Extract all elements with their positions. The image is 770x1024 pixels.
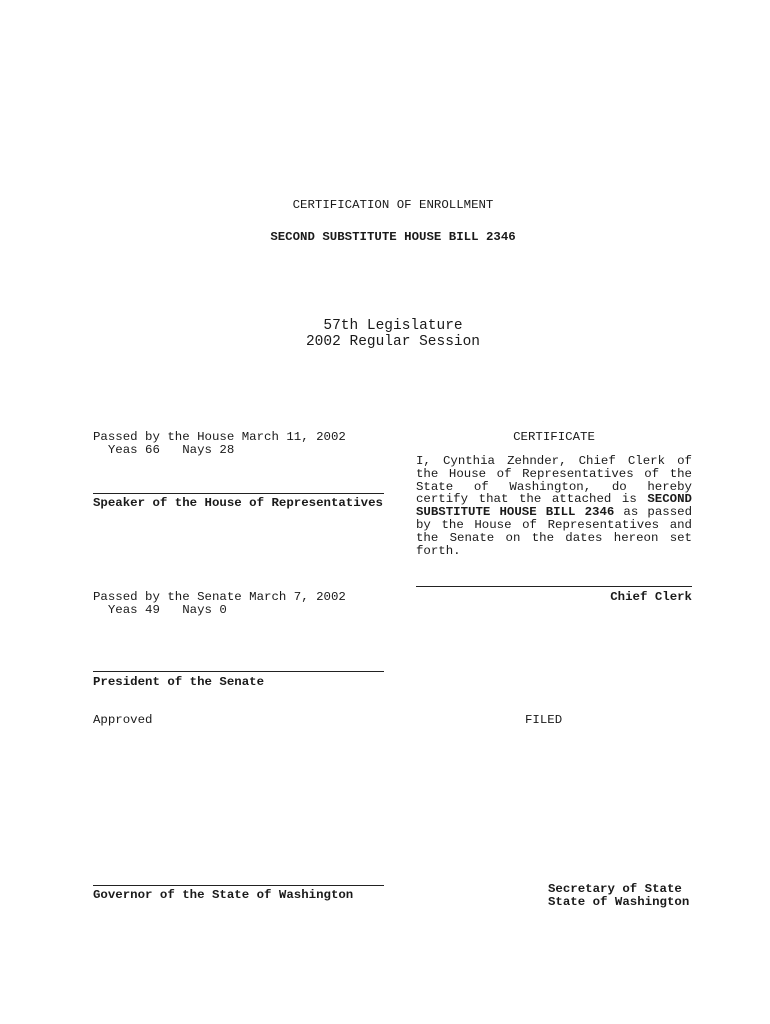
senate-votes: Yeas 49 Nays 0: [93, 603, 227, 617]
secretary-title-line1: Secretary of State: [548, 882, 682, 896]
filed-label: FILED: [525, 713, 563, 727]
house-votes: Yeas 66 Nays 28: [93, 443, 235, 457]
certificate-text: [416, 455, 692, 557]
governor-title: Governor of the State of Washington: [93, 888, 354, 902]
legislature-label: 57th Legislature: [323, 318, 463, 334]
certificate-heading: CERTIFICATE: [513, 430, 595, 444]
certificate-text-before: I, Cynthia Zehnder, Chief Clerk of the House of Representatives of the State of Washington, do hereby certify that the attached is: [416, 454, 692, 507]
speaker-title: Speaker of the House of Representatives: [93, 496, 383, 510]
governor-signature-line: [93, 885, 384, 886]
certification-heading: CERTIFICATION OF ENROLLMENT: [292, 198, 494, 212]
bill-title: SECOND SUBSTITUTE HOUSE BILL 2346: [270, 230, 516, 244]
speaker-signature-line: [93, 493, 384, 494]
house-passed-text: Passed by the House March 11, 2002: [93, 430, 346, 444]
chief-clerk-title: Chief Clerk: [610, 590, 692, 604]
senate-passed-text: Passed by the Senate March 7, 2002: [93, 590, 346, 604]
president-signature-line: [93, 671, 384, 672]
certificate-text-after: as passed by the House of Representatives and the Senate on the dates hereon set forth.: [416, 505, 693, 558]
secretary-title-line2: State of Washington: [548, 895, 690, 909]
certificate-bill-ref: SECOND SUBSTITUTE HOUSE BILL 2346: [416, 492, 692, 520]
chief-clerk-signature-line: [416, 586, 692, 587]
approved-label: Approved: [93, 713, 153, 727]
session-label: 2002 Regular Session: [305, 334, 481, 350]
president-title: President of the Senate: [93, 675, 265, 689]
